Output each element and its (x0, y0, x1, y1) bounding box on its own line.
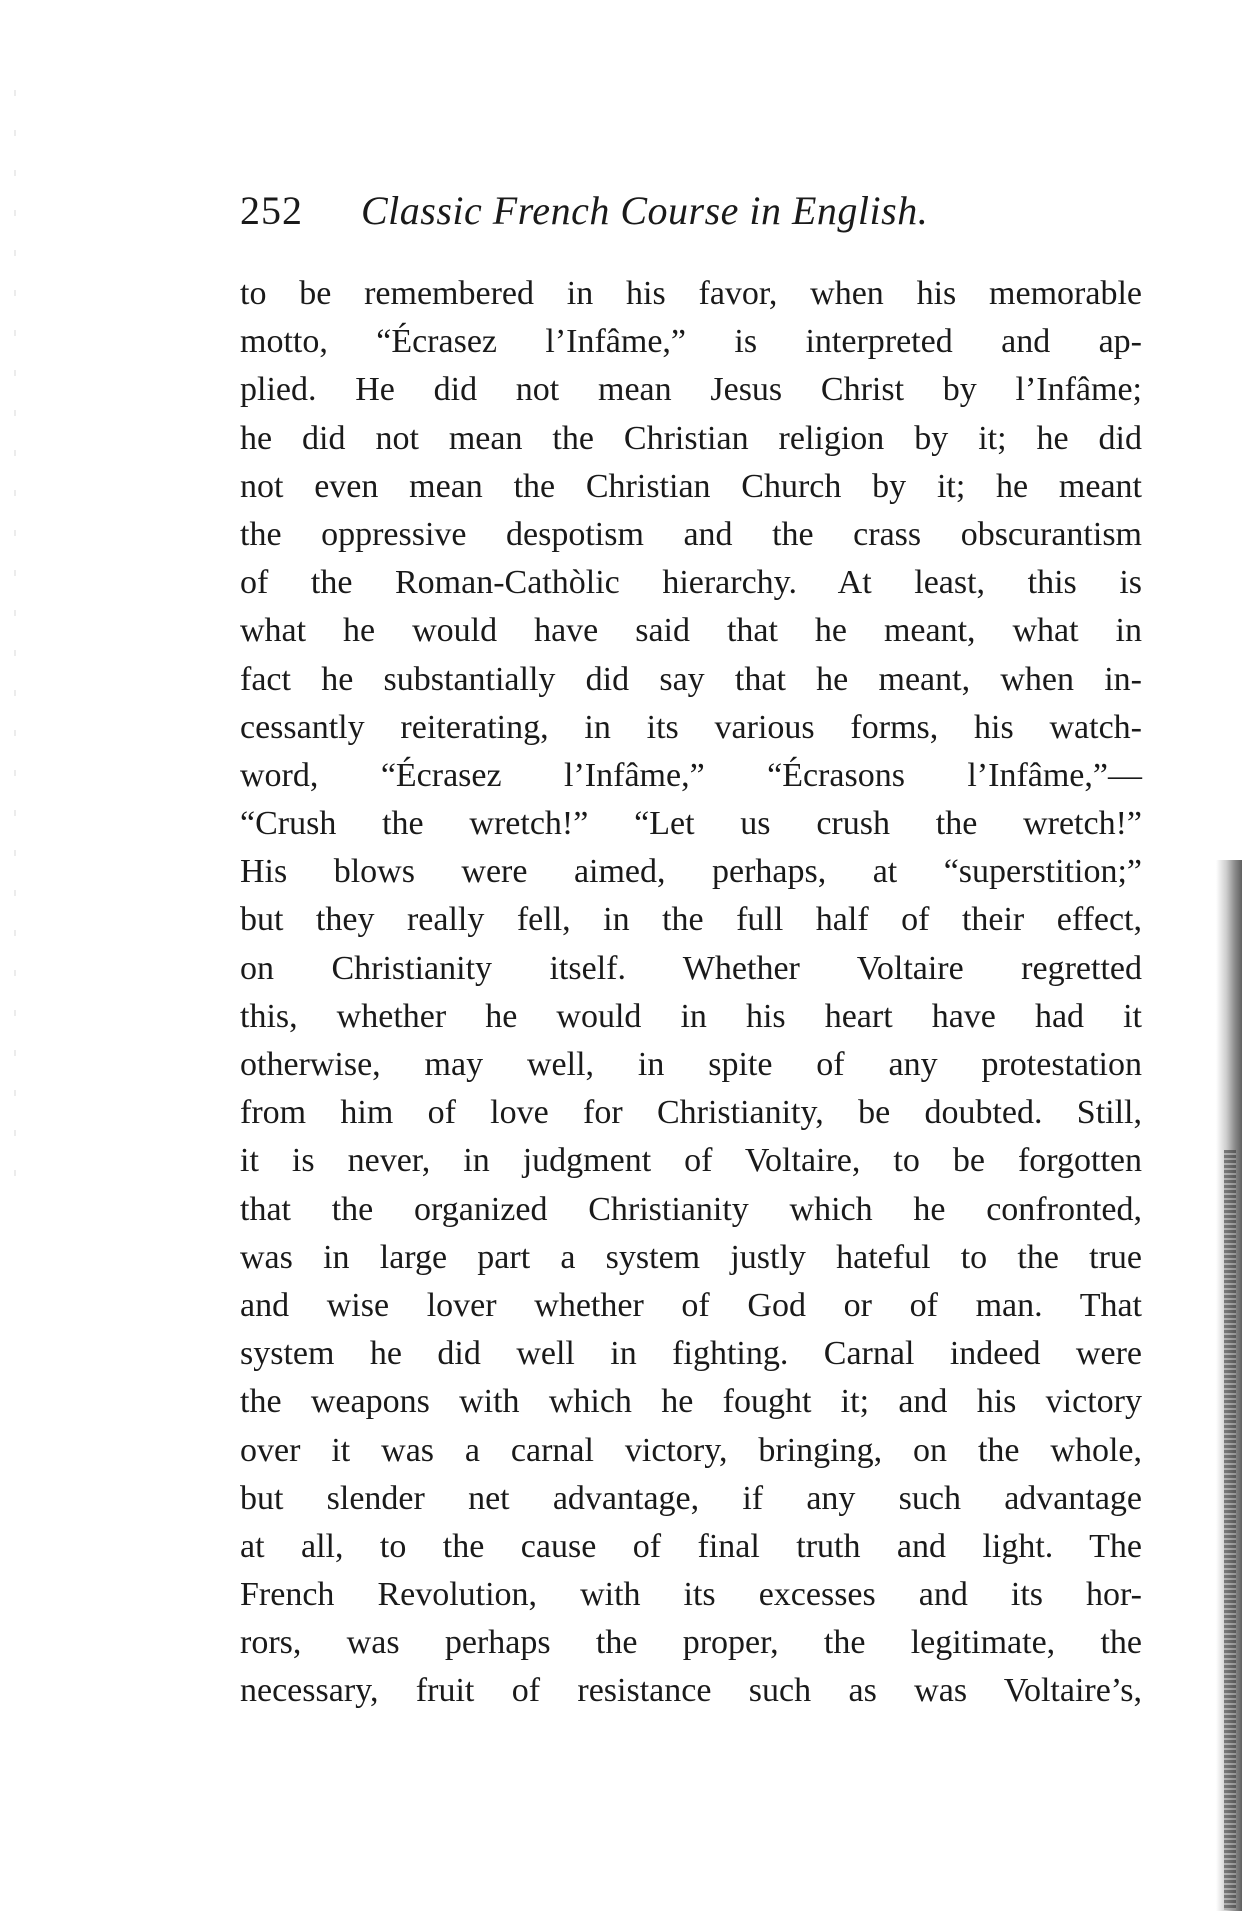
text-line: this, whether he would in his heart have had it (240, 997, 1142, 1035)
scan-edge-right-detail (1224, 1150, 1236, 1910)
text-line: fact he substantially did say that he meant, when in- (240, 660, 1142, 698)
page-header (240, 183, 1140, 239)
text-line: otherwise, may well, in spite of any protestation (240, 1046, 1142, 1083)
text-line: and wise lover whether of God or of man. That (240, 1286, 1142, 1324)
page-number: 252 (240, 188, 303, 233)
text-line: from him of love for Christianity, be doubted. Still, (240, 1094, 1142, 1132)
scan-edge-left (14, 90, 16, 1190)
text-line: he did not mean the Christian religion by it; he did (240, 419, 1142, 457)
text-line: system he did well in fighting. Carnal indeed were (240, 1335, 1142, 1373)
text-line: necessary, fruit of resistance such as was Voltaire’s, (240, 1672, 1142, 1710)
text-line: but they really fell, in the full half of their effect, (240, 901, 1142, 939)
text-line: on Christianity itself. Whether Voltaire regretted (240, 949, 1142, 987)
text-line: of the Roman-Cathòlic hierarchy. At least, this is (240, 564, 1142, 602)
text-line: over it was a carnal victory, bringing, on the whole, (240, 1431, 1142, 1469)
text-line: the oppressive despotism and the crass obscurantism (240, 515, 1142, 553)
text-line: it is never, in judgment of Voltaire, to be forgotten (240, 1142, 1142, 1180)
running-title: Classic French Course in English. (361, 188, 929, 233)
text-line: at all, to the cause of final truth and light. The (240, 1527, 1142, 1565)
text-line: was in large part a system justly hateful to the true (240, 1238, 1142, 1276)
text-line: to be remembered in his favor, when his memorable (240, 275, 1142, 312)
text-line: cessantly reiterating, in its various forms, his watch- (240, 708, 1142, 746)
text-line: not even mean the Christian Church by it; he meant (240, 467, 1142, 505)
text-line: that the organized Christianity which he confronted, (240, 1190, 1142, 1228)
text-line: the weapons with which he fought it; and his victory (240, 1383, 1142, 1421)
text-line: French Revolution, with its excesses and its hor- (240, 1576, 1142, 1614)
text-line: rors, was perhaps the proper, the legitimate, the (240, 1624, 1142, 1662)
text-line: word, “Écrasez l’Infâme,” “Écrasons l’Infâme,”— (240, 756, 1142, 794)
text-line: plied. He did not mean Jesus Christ by l’Infâme; (240, 371, 1142, 409)
text-line: but slender net advantage, if any such advantage (240, 1479, 1142, 1517)
text-line: His blows were aimed, perhaps, at “superstition;” (240, 853, 1142, 891)
body-text (240, 270, 1142, 1716)
text-line: “Crush the wretch!” “Let us crush the wretch!” (240, 805, 1142, 843)
text-line: what he would have said that he meant, what in (240, 612, 1142, 650)
text-line: motto, “Écrasez l’Infâme,” is interpreted and ap- (240, 323, 1142, 361)
